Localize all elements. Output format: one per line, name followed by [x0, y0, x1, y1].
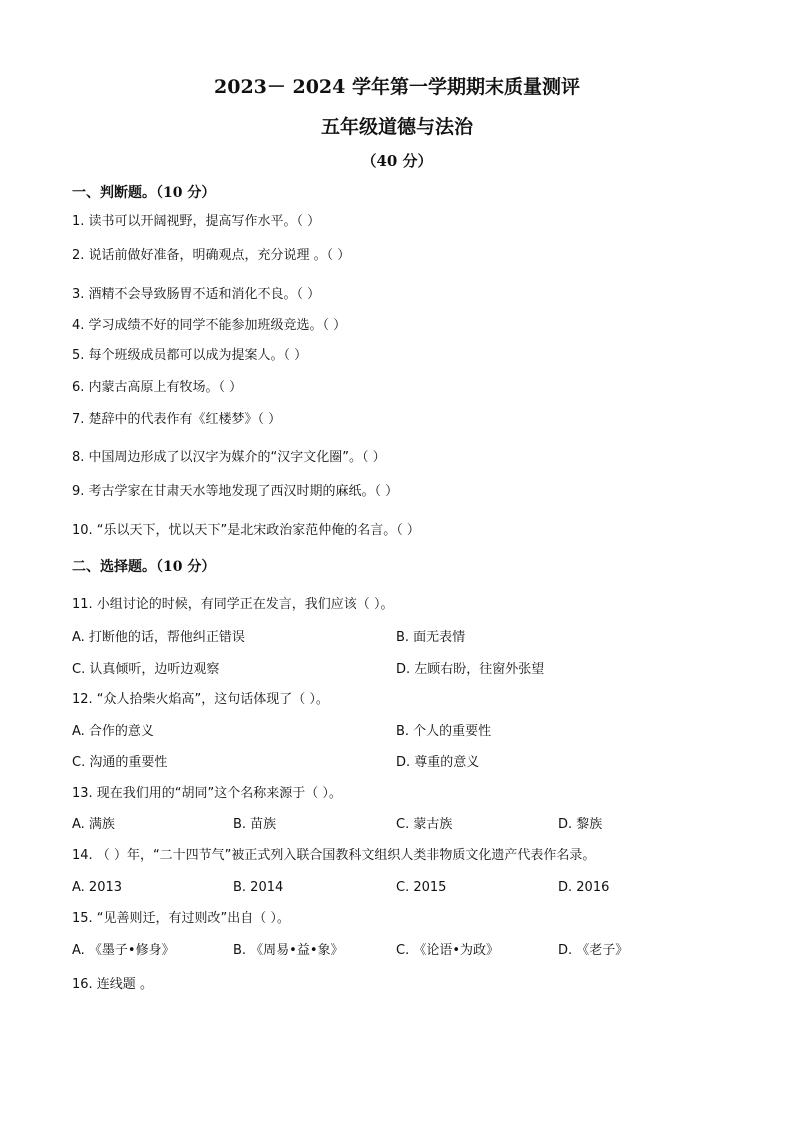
question-15-stem: 15. “见善则迁，有过则改”出自（ ）。	[72, 911, 290, 926]
question-15-option-b: B. 《周易•益•象》	[233, 943, 344, 958]
question-13-option-d: D. 黎族	[558, 817, 603, 832]
exam-title: 2023－ 2024 学年第一学期期末质量测评	[214, 76, 580, 98]
question-14-option-c: C. 2015	[396, 880, 447, 895]
question-8: 8. 中国周边形成了以汉字为媒介的“汉字文化圈”。（ ）	[72, 450, 386, 465]
question-16-stem: 16. 连线题 。	[72, 977, 153, 992]
question-6: 6. 内蒙古高原上有牧场。（ ）	[72, 380, 243, 395]
question-1: 1. 读书可以开阔视野，提高写作水平。（ ）	[72, 214, 321, 229]
question-10: 10. “乐以天下，忧以天下”是北宋政治家范仲俺的名言。（ ）	[72, 523, 420, 538]
question-15-option-d: D. 《老子》	[558, 943, 629, 958]
question-9: 9. 考古学家在甘肃天水等地发现了西汉时期的麻纸。（ ）	[72, 484, 399, 499]
question-12-option-a: A. 合作的意义	[72, 724, 154, 739]
section-heading-multiple-choice: 二、选择题。（10 分）	[72, 559, 216, 575]
question-2: 2. 说话前做好准备，明确观点，充分说理 。（ ）	[72, 248, 351, 263]
subject-title: 五年级道德与法治	[320, 116, 473, 138]
question-14-stem: 14. （ ）年，“二十四节气”被正式列入联合国教科文组织人类非物质文化遗产代表作名录。	[72, 848, 596, 863]
question-13-option-c: C. 蒙古族	[396, 817, 453, 832]
question-4: 4. 学习成绩不好的同学不能参加班级竞选。（ ）	[72, 318, 347, 333]
question-12-option-c: C. 沟通的重要性	[72, 755, 168, 770]
question-12-option-b: B. 个人的重要性	[396, 724, 492, 739]
question-3: 3. 酒精不会导致肠胃不适和消化不良。（ ）	[72, 287, 321, 302]
question-14-option-b: B. 2014	[233, 880, 284, 895]
total-score: （40 分）	[361, 152, 433, 170]
question-13-stem: 13. 现在我们用的“胡同”这个名称来源于（ ）。	[72, 786, 342, 801]
question-5: 5. 每个班级成员都可以成为提案人。（ ）	[72, 348, 308, 363]
question-13-option-b: B. 苗族	[233, 817, 277, 832]
question-13-option-a: A. 满族	[72, 817, 115, 832]
question-12-option-d: D. 尊重的意义	[396, 755, 480, 770]
question-15-option-a: A. 《墨子•修身》	[72, 943, 175, 958]
section-heading-true-false: 一、判断题。（10 分）	[72, 185, 216, 201]
question-7: 7. 楚辞中的代表作有《红楼梦》（ ）	[72, 412, 282, 427]
question-15-option-c: C. 《论语•为政》	[396, 943, 500, 958]
question-14-option-d: D. 2016	[558, 880, 610, 895]
question-12-stem: 12. “众人拾柴火焰高”，这句话体现了（ ）。	[72, 692, 329, 707]
question-11-option-c: C. 认真倾听，边听边观察	[72, 662, 220, 677]
question-11-option-b: B. 面无表情	[396, 630, 466, 645]
question-11-option-d: D. 左顾右盼，往窗外张望	[396, 662, 545, 677]
question-11-stem: 11. 小组讨论的时候，有同学正在发言，我们应该（ ）。	[72, 597, 394, 612]
question-14-option-a: A. 2013	[72, 880, 123, 895]
question-11-option-a: A. 打断他的话，帮他纠正错误	[72, 630, 245, 645]
